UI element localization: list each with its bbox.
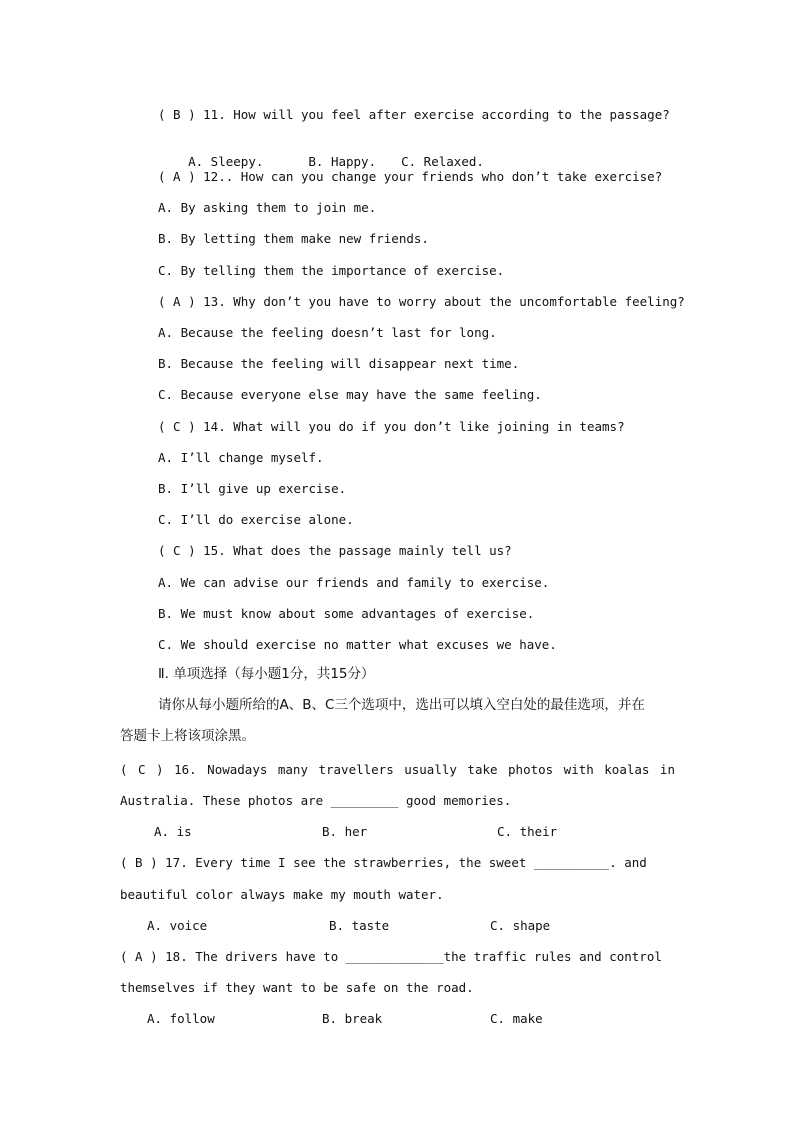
option-c: C. their bbox=[497, 824, 558, 839]
question-14-option-b: B. I’ll give up exercise. bbox=[158, 481, 347, 496]
answer-blank: __________ bbox=[533, 855, 610, 870]
question-13-option-b: B. Because the feeling will disappear next time. bbox=[158, 356, 520, 371]
question-17-options bbox=[147, 918, 550, 934]
question-12-option-c: C. By telling them the importance of exercise. bbox=[158, 263, 505, 278]
question-14: ( C ) 14. What will you do if you don’t like joining in teams? bbox=[158, 419, 625, 434]
question-12: ( A ) 12.. How can you change your friends who don’t take exercise? bbox=[158, 169, 663, 184]
option-c: C. Relaxed. bbox=[401, 154, 484, 169]
question-13: ( A ) 13. Why don’t you have to worry about the uncomfortable feeling? bbox=[158, 294, 685, 309]
option-a: A. is bbox=[154, 824, 192, 839]
question-18-options bbox=[147, 1011, 543, 1027]
question-16-line2 bbox=[120, 793, 511, 809]
option-a: A. voice bbox=[147, 918, 208, 933]
option-b: B. taste bbox=[329, 918, 390, 933]
question-15-option-a: A. We can advise our friends and family to exercise. bbox=[158, 575, 550, 590]
question-14-option-a: A. I’ll change myself. bbox=[158, 450, 324, 465]
question-17-text-a: ( B ) 17. Every time I see the strawberries, the sweet bbox=[120, 855, 534, 870]
section-instruction-line1: 请你从每小题所给的A、B、C三个选项中，选出可以填入空白处的最佳选项，并在 bbox=[158, 697, 645, 713]
option-b: B. Happy. bbox=[308, 154, 377, 169]
question-15-option-c: C. We should exercise no matter what excuses we have. bbox=[158, 637, 557, 652]
section-heading: Ⅱ. 单项选择（每小题1分，共15分） bbox=[158, 666, 375, 682]
question-16-text-b: good memories. bbox=[398, 793, 512, 808]
question-12-option-a: A. By asking them to join me. bbox=[158, 200, 377, 215]
option-a: A. follow bbox=[147, 1011, 215, 1026]
question-14-option-c: C. I’ll do exercise alone. bbox=[158, 512, 354, 527]
option-c: C. shape bbox=[490, 918, 551, 933]
question-13-option-a: A. Because the feeling doesn’t last for long. bbox=[158, 325, 497, 340]
question-15: ( C ) 15. What does the passage mainly tell us? bbox=[158, 543, 512, 558]
question-17-line1 bbox=[120, 855, 647, 871]
option-c: C. make bbox=[490, 1011, 543, 1026]
question-11: ( B ) 11. How will you feel after exercise according to the passage? bbox=[158, 107, 670, 122]
question-17-text-b: . and bbox=[609, 855, 647, 870]
question-15-option-b: B. We must know about some advantages of exercise. bbox=[158, 606, 535, 621]
question-12-option-b: B. By letting them make new friends. bbox=[158, 231, 429, 246]
answer-blank: _________ bbox=[330, 793, 399, 808]
option-a: A. Sleepy. bbox=[188, 154, 264, 169]
option-b: B. break bbox=[322, 1011, 383, 1026]
question-18-line2: themselves if they want to be safe on the road. bbox=[120, 980, 474, 995]
question-16-options bbox=[154, 824, 557, 840]
question-18-line1 bbox=[120, 949, 662, 965]
question-18-text-a: ( A ) 18. The drivers have to bbox=[120, 949, 346, 964]
question-16-line1: ( C ) 16. Nowadays many travellers usually take photos with koalas in bbox=[120, 762, 675, 777]
answer-blank: _____________ bbox=[345, 949, 444, 964]
option-b: B. her bbox=[322, 824, 368, 839]
question-13-option-c: C. Because everyone else may have the same feeling. bbox=[158, 387, 542, 402]
question-17-line2: beautiful color always make my mouth water. bbox=[120, 887, 444, 902]
section-instruction-line2: 答题卡上将该项涂黑。 bbox=[120, 728, 255, 744]
question-18-text-b: the traffic rules and control bbox=[443, 949, 662, 964]
question-16-text-a: Australia. These photos are bbox=[120, 793, 331, 808]
